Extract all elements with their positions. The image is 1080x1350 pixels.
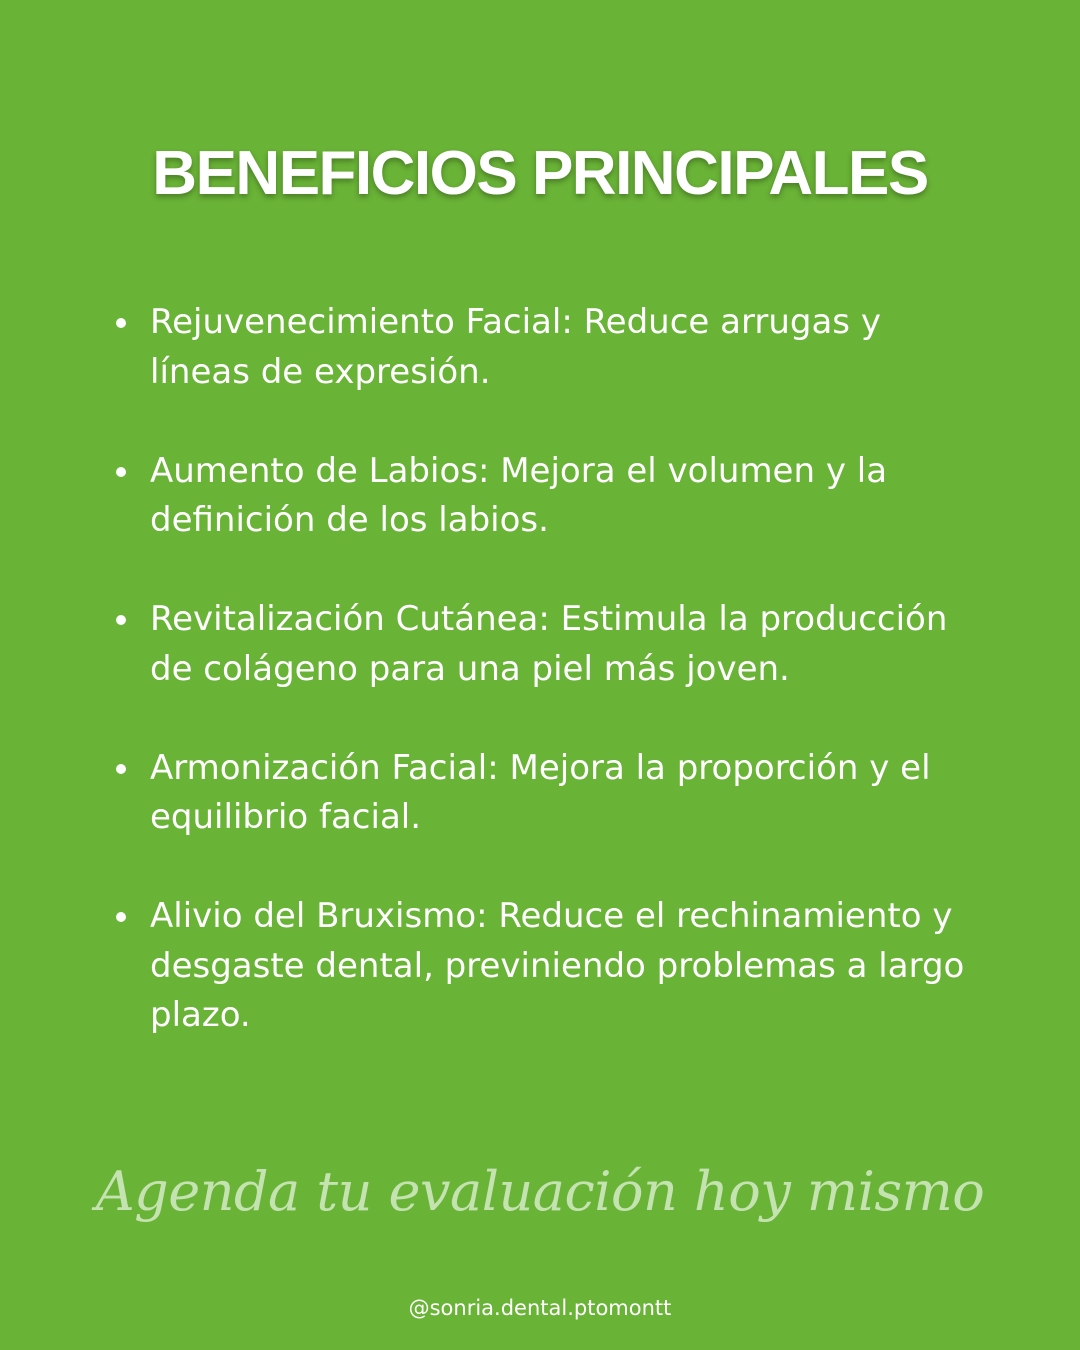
bullet-icon — [116, 615, 126, 625]
benefit-item — [112, 892, 972, 1041]
benefit-item — [112, 595, 972, 694]
benefit-text: Alivio del Bruxismo: Reduce el rechinamiento y desgaste dental, previniendo problemas a largo plazo. — [150, 896, 965, 1035]
bullet-icon — [116, 467, 126, 477]
bullet-icon — [116, 318, 126, 328]
page-title: BENEFICIOS PRINCIPALES — [152, 139, 928, 208]
benefit-item — [112, 298, 972, 397]
benefit-item — [112, 447, 972, 546]
social-handle: @sonria.dental.ptomontt — [408, 1296, 672, 1320]
benefit-text: Revitalización Cutánea: Estimula la producción de colágeno para una piel más joven. — [150, 599, 948, 689]
benefit-text: Aumento de Labios: Mejora el volumen y la definición de los labios. — [150, 450, 888, 540]
bullet-icon — [116, 764, 126, 774]
benefit-item — [112, 744, 972, 843]
benefit-text: Armonización Facial: Mejora la proporción y el equilibrio facial. — [150, 747, 931, 837]
call-to-action-tagline: Agenda tu evaluación hoy mismo — [95, 1160, 985, 1223]
benefit-text: Rejuvenecimiento Facial: Reduce arrugas y líneas de expresión. — [150, 302, 881, 392]
bullet-icon — [116, 912, 126, 922]
benefits-list — [112, 298, 972, 1090]
